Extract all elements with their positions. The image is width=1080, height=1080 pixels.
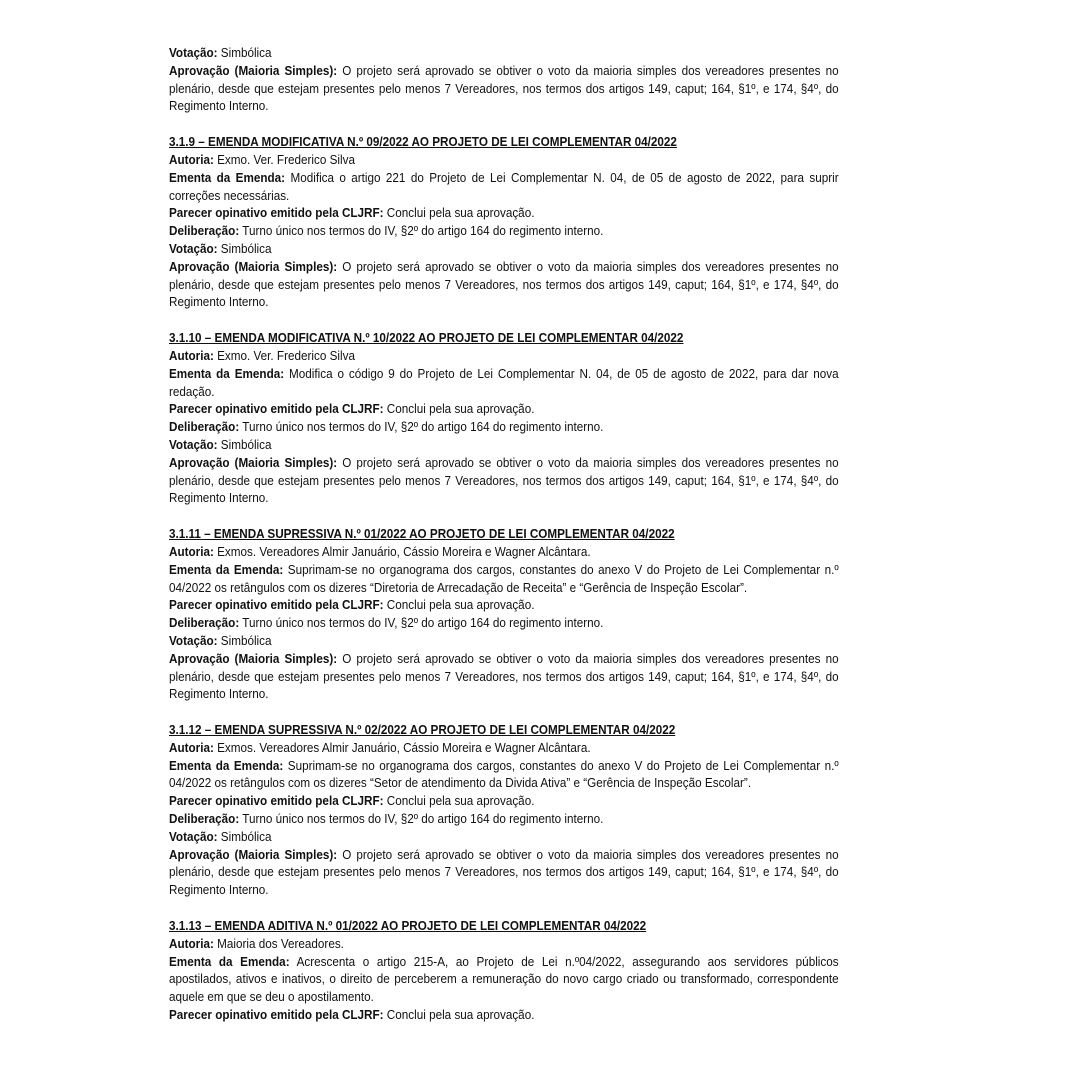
autoria-line bbox=[169, 151, 839, 169]
votacao-line bbox=[169, 44, 839, 62]
autoria-label: Autoria: bbox=[169, 347, 214, 363]
document-page bbox=[169, 44, 839, 1024]
parecer-text: Conclui pela sua aprovação. bbox=[383, 205, 535, 221]
deliberacao-line bbox=[169, 418, 839, 436]
autoria-line bbox=[169, 347, 839, 365]
parecer-text: Conclui pela sua aprovação. bbox=[383, 597, 535, 613]
aprovacao-line bbox=[169, 454, 839, 507]
section-3-1-13 bbox=[169, 917, 839, 1024]
autoria-label: Autoria: bbox=[169, 739, 214, 755]
parecer-line bbox=[169, 792, 839, 810]
votacao-text: Simbólica bbox=[217, 632, 272, 648]
ementa-text: Modifica o código 9 do Projeto de Lei Complementar N. 04, de 05 de agosto de 2022, para dar nova redação. bbox=[169, 365, 839, 399]
ementa-label: Ementa da Emenda: bbox=[169, 953, 290, 969]
aprovacao-text: O projeto será aprovado se obtiver o voto da maioria simples dos vereadores presentes no plenário, desde que estejam presentes pelo menos 7 Vereadores, nos termos dos artigos 149, caput; 164, §1º, e 174, §4º, do Regimento Interno. bbox=[169, 454, 839, 506]
deliberacao-text: Turno único nos termos do IV, §2º do artigo 164 do regimento interno. bbox=[239, 615, 604, 631]
deliberacao-label: Deliberação: bbox=[169, 615, 240, 631]
section-3-1-10 bbox=[169, 329, 839, 507]
section-heading: 3.1.9 – EMENDA MODIFICATIVA N.º 09/2022 AO PROJETO DE LEI COMPLEMENTAR 04/2022 bbox=[169, 134, 677, 150]
votacao-text: Simbólica bbox=[217, 436, 272, 452]
parecer-label: Parecer opinativo emitido pela CLJRF: bbox=[169, 793, 384, 809]
aprovacao-label: Aprovação (Maioria Simples): bbox=[169, 258, 338, 274]
ementa-label: Ementa da Emenda: bbox=[169, 365, 285, 381]
votacao-line bbox=[169, 436, 839, 454]
votacao-label: Votação: bbox=[169, 828, 218, 844]
parecer-text: Conclui pela sua aprovação. bbox=[383, 1007, 535, 1023]
parecer-label: Parecer opinativo emitido pela CLJRF: bbox=[169, 597, 384, 613]
ementa-line bbox=[169, 561, 839, 597]
ementa-text: Acrescenta o artigo 215-A, ao Projeto de Lei n.º04/2022, assegurando aos servidores públicos apostilados, ativos e inativos, o direito de perceberem a remuneração do novo cargo criado ou transformado, correspondente aquele em que se deu o apostilamento. bbox=[169, 953, 839, 1005]
ementa-line bbox=[169, 169, 839, 205]
votacao-label: Votação: bbox=[169, 436, 218, 452]
deliberacao-text: Turno único nos termos do IV, §2º do artigo 164 do regimento interno. bbox=[239, 811, 604, 827]
aprovacao-label: Aprovação (Maioria Simples): bbox=[169, 846, 338, 862]
votacao-text: Simbólica bbox=[217, 45, 272, 60]
section-heading: 3.1.11 – EMENDA SUPRESSIVA N.º 01/2022 AO PROJETO DE LEI COMPLEMENTAR 04/2022 bbox=[169, 526, 675, 542]
aprovacao-text: O projeto será aprovado se obtiver o voto da maioria simples dos vereadores presentes no plenário, desde que estejam presentes pelo menos 7 Vereadores, nos termos dos artigos 149, caput; 164, §1º, e 174, §4º, do Regimento Interno. bbox=[169, 258, 839, 310]
ementa-text: Suprimam-se no organograma dos cargos, constantes do anexo V do Projeto de Lei Complementar n.º 04/2022 os retângulos com os dizeres “Setor de atendimento da Divida Ativa” e “Gerência de Inspeção Escolar”. bbox=[169, 757, 839, 791]
parecer-line bbox=[169, 204, 839, 222]
votacao-line bbox=[169, 632, 839, 650]
parecer-line bbox=[169, 1006, 839, 1024]
aprovacao-label: Aprovação (Maioria Simples): bbox=[169, 454, 338, 470]
section-heading: 3.1.12 – EMENDA SUPRESSIVA N.º 02/2022 AO PROJETO DE LEI COMPLEMENTAR 04/2022 bbox=[169, 722, 676, 738]
deliberacao-label: Deliberação: bbox=[169, 811, 240, 827]
votacao-line bbox=[169, 828, 839, 846]
deliberacao-text: Turno único nos termos do IV, §2º do artigo 164 do regimento interno. bbox=[239, 223, 604, 239]
deliberacao-line bbox=[169, 810, 839, 828]
aprovacao-text: O projeto será aprovado se obtiver o voto da maioria simples dos vereadores presentes no plenário, desde que estejam presentes pelo menos 7 Vereadores, nos termos dos artigos 149, caput; 164, §1º, e 174, §4º, do Regimento Interno. bbox=[169, 846, 839, 898]
autoria-line bbox=[169, 739, 839, 757]
deliberacao-line bbox=[169, 614, 839, 632]
parecer-text: Conclui pela sua aprovação. bbox=[383, 793, 535, 809]
autoria-text: Exmo. Ver. Frederico Silva bbox=[213, 347, 355, 363]
ementa-text: Suprimam-se no organograma dos cargos, constantes do anexo V do Projeto de Lei Complementar n.º 04/2022 os retângulos com os dizeres “Diretoria de Arrecadação de Receita” e “Gerência de Inspeção Escolar”. bbox=[169, 561, 839, 595]
votacao-line bbox=[169, 240, 839, 258]
aprovacao-label: Aprovação (Maioria Simples): bbox=[169, 650, 338, 666]
aprovacao-line bbox=[169, 650, 839, 703]
aprovacao-line bbox=[169, 846, 839, 899]
ementa-label: Ementa da Emenda: bbox=[169, 561, 284, 577]
section-3-1-9 bbox=[169, 133, 839, 311]
deliberacao-text: Turno único nos termos do IV, §2º do artigo 164 do regimento interno. bbox=[239, 419, 604, 435]
ementa-text: Modifica o artigo 221 do Projeto de Lei Complementar N. 04, de 05 de agosto de 2022, para suprir correções necessárias. bbox=[169, 169, 839, 203]
deliberacao-line bbox=[169, 222, 839, 240]
parecer-line bbox=[169, 400, 839, 418]
section-heading: 3.1.10 – EMENDA MODIFICATIVA N.º 10/2022 AO PROJETO DE LEI COMPLEMENTAR 04/2022 bbox=[169, 330, 684, 346]
autoria-text: Exmo. Ver. Frederico Silva bbox=[213, 151, 355, 167]
autoria-text: Exmos. Vereadores Almir Januário, Cássio Moreira e Wagner Alcântara. bbox=[213, 739, 591, 755]
parecer-line bbox=[169, 596, 839, 614]
deliberacao-label: Deliberação: bbox=[169, 419, 240, 435]
autoria-label: Autoria: bbox=[169, 543, 214, 559]
parecer-text: Conclui pela sua aprovação. bbox=[383, 401, 535, 417]
ementa-line bbox=[169, 365, 839, 401]
autoria-line bbox=[169, 935, 839, 953]
parecer-label: Parecer opinativo emitido pela CLJRF: bbox=[169, 1007, 384, 1023]
votacao-label: Votação: bbox=[169, 45, 218, 60]
aprovacao-line bbox=[169, 258, 839, 311]
intro-block bbox=[169, 44, 839, 115]
parecer-label: Parecer opinativo emitido pela CLJRF: bbox=[169, 205, 384, 221]
autoria-label: Autoria: bbox=[169, 935, 214, 951]
ementa-line bbox=[169, 757, 839, 793]
votacao-label: Votação: bbox=[169, 240, 218, 256]
ementa-label: Ementa da Emenda: bbox=[169, 757, 284, 773]
votacao-text: Simbólica bbox=[217, 828, 272, 844]
autoria-text: Exmos. Vereadores Almir Januário, Cássio Moreira e Wagner Alcântara. bbox=[213, 543, 591, 559]
ementa-label: Ementa da Emenda: bbox=[169, 169, 286, 185]
autoria-text: Maioria dos Vereadores. bbox=[213, 935, 344, 951]
votacao-text: Simbólica bbox=[217, 240, 272, 256]
deliberacao-label: Deliberação: bbox=[169, 223, 240, 239]
autoria-line bbox=[169, 543, 839, 561]
ementa-line bbox=[169, 953, 839, 1006]
aprovacao-text: O projeto será aprovado se obtiver o voto da maioria simples dos vereadores presentes no plenário, desde que estejam presentes pelo menos 7 Vereadores, nos termos dos artigos 149, caput; 164, §1º, e 174, §4º, do Regimento Interno. bbox=[169, 62, 839, 114]
votacao-label: Votação: bbox=[169, 632, 218, 648]
autoria-label: Autoria: bbox=[169, 151, 214, 167]
aprovacao-text: O projeto será aprovado se obtiver o voto da maioria simples dos vereadores presentes no plenário, desde que estejam presentes pelo menos 7 Vereadores, nos termos dos artigos 149, caput; 164, §1º, e 174, §4º, do Regimento Interno. bbox=[169, 650, 839, 702]
aprovacao-label: Aprovação (Maioria Simples): bbox=[169, 62, 338, 78]
parecer-label: Parecer opinativo emitido pela CLJRF: bbox=[169, 401, 384, 417]
section-3-1-12 bbox=[169, 721, 839, 899]
section-3-1-11 bbox=[169, 525, 839, 703]
section-heading: 3.1.13 – EMENDA ADITIVA N.º 01/2022 AO PROJETO DE LEI COMPLEMENTAR 04/2022 bbox=[169, 918, 647, 934]
aprovacao-line bbox=[169, 62, 839, 115]
